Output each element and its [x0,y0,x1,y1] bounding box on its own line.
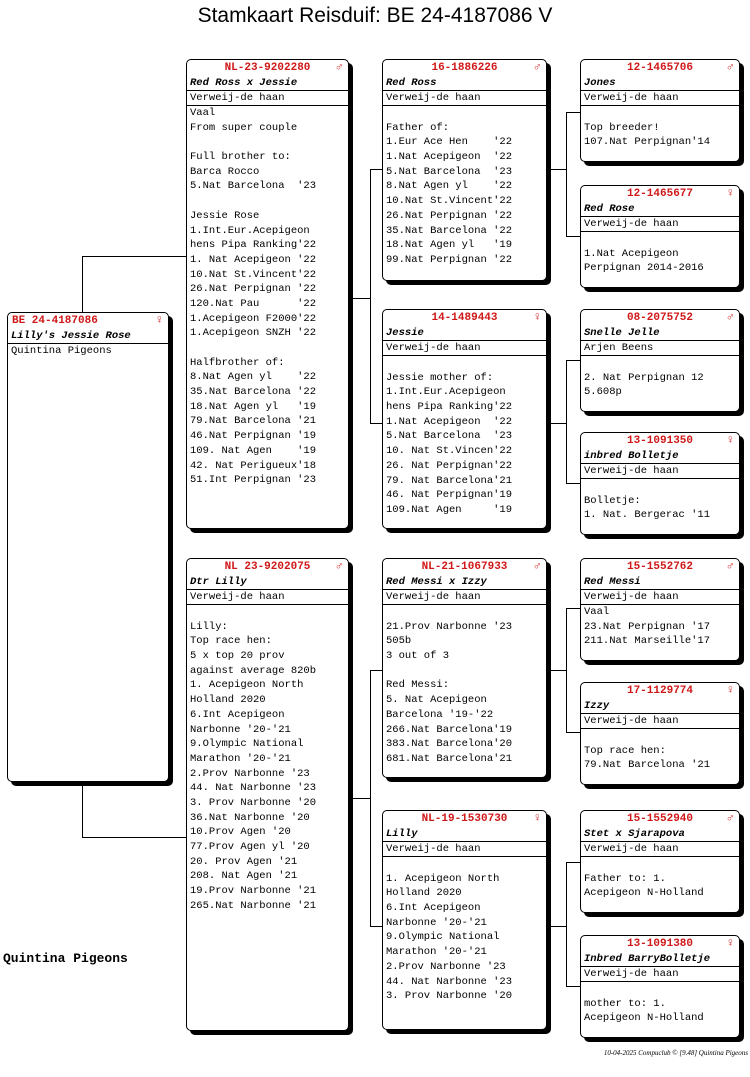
note-line: 5 x top 20 prov [190,650,285,663]
sex-symbol-icon: ♂ [533,559,541,573]
note-line: 10.Prov Agen '20 [190,826,291,839]
pedigree-notes [581,356,739,400]
note-line: Top breeder! [584,121,660,134]
ring-number [581,811,739,827]
note-line: 46.Nat Perpignan '19 [190,430,317,443]
note-line: 107.Nat Perpignan'14 [584,136,711,149]
connector-line [566,483,581,484]
pigeon-name: Stet x Sjarapova [581,827,739,842]
connector-line [82,782,83,838]
sex-symbol-icon: ♂ [533,60,541,74]
sex-symbol-icon: ♂ [335,60,343,74]
note-line [386,605,543,620]
pedigree-card-sdd [580,432,740,535]
note-line: 1. Acepigeon North [386,872,500,885]
note-line [584,356,736,371]
ring-number [581,433,739,449]
ring-number-text: BE 24-4187086 [12,315,98,328]
pedigree-notes [581,106,739,150]
pigeon-name: Red Ross [383,76,546,91]
note-line: Vaal [584,606,610,618]
note-line: 1. Acepigeon North [190,679,304,692]
ring-number [581,936,739,952]
sex-symbol-icon: ♀ [533,811,541,825]
ring-number [383,811,546,827]
note-line: 26. Nat Perpignan'22 [386,459,513,472]
note-line: 18.Nat Agen yl '19 [386,239,513,252]
note-line [386,664,543,679]
ring-number-text: 16-1886226 [431,62,498,75]
pigeon-name: Jones [581,76,739,91]
note-line: 120.Nat Pau '22 [190,297,317,310]
pedigree-notes [581,857,739,901]
note-line: Vaal [190,107,216,119]
pigeon-name: Red Messi x Izzy [383,575,546,590]
note-line: Red Messi: [386,679,450,692]
connector-line [566,112,581,113]
note-line: 77.Prov Agen yl '20 [190,841,310,853]
connector-line [370,670,371,927]
ring-number [8,313,168,329]
connector-line [566,732,581,733]
note-line: 26.Nat Perpignan '22 [190,283,317,296]
ring-number-text: 17-1129774 [626,685,693,698]
ring-number [581,186,739,202]
note-line: 1.Nat Acepigeon '22 [386,151,513,164]
connector-line [566,608,567,733]
note-line: Jessie mother of: [386,371,494,384]
connector-line [547,169,567,170]
footer-credit: 10-04-2025 Compuclub © [9.48] Quintina Pigeons [603,1049,748,1057]
note-line [584,729,736,744]
note-line [584,232,736,247]
note-line: 109. Nat Agen '19 [190,444,317,457]
ring-number [383,310,546,326]
owner-name: Verweij-de haan [581,590,739,605]
note-line: Holland 2020 [386,887,462,900]
note-line: 21.Prov Narbonne '23 [386,620,513,633]
note-line [190,605,345,620]
note-line: 1.Int.Eur.Acepigeon [386,386,506,399]
note-line: Narbonne '20-'21 [386,916,487,929]
note-line: Acepigeon N-Holland [584,887,704,900]
connector-line [566,862,581,863]
note-line [584,982,736,997]
note-line: against average 820b [190,664,317,677]
pigeon-name: Lilly's Jessie Rose [8,329,168,344]
page-title: Stamkaart Reisduif: BE 24-4187086 V [197,4,553,27]
note-line: Jessie Rose [190,209,260,222]
pedigree-card-sds [580,309,740,412]
note-line: Lilly: [190,620,228,633]
owner-name: Verweij-de haan [187,590,348,605]
note-line: From super couple [190,121,298,134]
pedigree-notes [581,982,739,1026]
pedigree-notes [581,479,739,523]
ring-number-text: NL-19-1530730 [421,813,508,826]
note-line: 681.Nat Barcelona'21 [386,752,513,765]
connector-line [82,256,83,312]
pedigree-card-dds [580,810,740,913]
connector-line [566,112,567,237]
note-line: 23.Nat Perpignan '17 [584,620,711,633]
note-line: 10.Nat St.Vincent'22 [386,195,513,208]
connector-line [566,862,567,987]
note-line: 79.Nat Barcelona '21 [584,759,711,772]
note-line: 10. Nat St.Vincen'22 [386,445,513,458]
owner-name: Verweij-de haan [383,590,546,605]
note-line [386,356,543,371]
pedigree-notes [383,857,546,1004]
owner-name: Verweij-de haan [581,967,739,982]
pedigree-card-ddd [580,935,740,1038]
note-line: 1.Nat Acepigeon '22 [386,415,513,428]
note-line: 2.Prov Narbonne '23 [190,767,310,780]
pigeon-name: Snelle Jelle [581,326,739,341]
sex-symbol-icon: ♂ [726,559,734,573]
note-line: 1.Acepigeon F2000'22 [190,312,317,325]
note-line: 51.Int Perpignan '23 [190,474,317,487]
note-line: 3. Prov Narbonne '20 [190,796,317,809]
pigeon-name: Izzy [581,699,739,714]
ring-number-text: 12-1465706 [626,62,693,75]
note-line: 2.Prov Narbonne '23 [386,960,506,973]
ring-number-text: 13-1091380 [626,938,693,951]
owner-name: Verweij-de haan [187,91,348,106]
note-line: 6.Int Acepigeon [190,708,285,721]
connector-line [547,926,567,927]
note-line: Halfbrother of: [190,356,285,369]
note-line: hens Pipa Ranking'22 [386,401,513,414]
ring-number-text: 13-1091350 [626,435,693,448]
note-line: 46. Nat Perpignan'19 [386,489,513,502]
owner-name: Verweij-de haan [581,714,739,729]
note-line: 35.Nat Barcelona '22 [190,386,317,399]
note-line: Full brother to: [190,151,291,164]
note-line: 1. Nat. Bergerac '11 [584,509,711,522]
owner-name: Verweij-de haan [383,341,546,356]
note-line: 211.Nat Marseille'17 [584,635,711,648]
note-line: 35.Nat Barcelona '22 [386,224,513,237]
sex-symbol-icon: ♂ [726,310,734,324]
note-line: 8.Nat Agen yl '22 [190,371,317,384]
note-line: 5.Nat Barcelona '23 [190,180,317,193]
note-line: 10.Nat St.Vincent'22 [190,268,317,281]
note-line: 99.Nat Perpignan '22 [386,253,513,266]
breeder-name: Quintina Pigeons [3,951,128,966]
ring-number [383,559,546,575]
note-line [386,857,543,872]
pedigree-card-sire-dam [382,309,547,529]
pigeon-name: Inbred BarryBolletje [581,952,739,967]
note-line [584,106,736,121]
note-line: 383.Nat Barcelona'20 [386,738,513,751]
ring-number [581,60,739,76]
ring-number [581,683,739,699]
pedigree-notes [187,605,348,913]
note-line: 26.Nat Perpignan '22 [386,209,513,222]
connector-line [547,670,567,671]
sex-symbol-icon: ♀ [726,936,734,950]
ring-number [581,559,739,575]
note-line: 9.Olympic National [190,738,304,751]
note-line: Marathon '20-'21 [190,752,291,765]
note-line: Bolletje: [584,494,641,507]
connector-line [566,608,581,609]
owner-name: Quintina Pigeons [11,345,112,357]
note-line: 44. Nat Narbonne '23 [190,782,317,795]
connector-line [349,298,371,299]
note-line: 44. Nat Narbonne '23 [386,975,513,988]
connector-line [547,423,567,424]
note-line: 8.Nat Agen yl '22 [386,180,513,193]
note-line: Perpignan 2014-2016 [584,262,704,275]
note-line: 1.Int.Eur.Acepigeon [190,224,310,237]
pedigree-card-sire-sire [382,59,547,281]
ring-number-text: 14-1489443 [431,312,498,325]
note-line: 1.Eur Ace Hen '22 [386,136,513,149]
connector-line [82,256,187,257]
note-line: Barcelona '19-'22 [386,708,494,721]
note-line: 3. Prov Narbonne '20 [386,990,513,1003]
pedigree-notes [383,356,546,518]
ring-number [581,310,739,326]
ring-number [187,60,348,76]
note-line: 5.608p [584,386,622,399]
pedigree-card-sss [580,59,740,162]
note-line: 20. Prov Agen '21 [190,855,298,868]
note-line [190,135,345,150]
note-line: 42. Nat Perigueux'18 [190,459,317,472]
note-line [190,194,345,209]
owner-name: Verweij-de haan [581,217,739,232]
note-line: Marathon '20-'21 [386,946,487,959]
note-line: 9.Olympic National [386,931,500,944]
note-line: Acepigeon N-Holland [584,1012,704,1025]
pedigree-notes [581,605,739,649]
owner-name: Verweij-de haan [383,842,546,857]
ring-number-text: 08-2075752 [626,312,693,325]
pedigree-notes [187,106,348,488]
pedigree-card-subject [7,312,169,782]
pigeon-name: Red Messi [581,575,739,590]
owner-name: Verweij-de haan [581,91,739,106]
sex-symbol-icon: ♂ [335,559,343,573]
note-line: 5.Nat Barcelona '23 [386,430,513,443]
sex-symbol-icon: ♀ [726,433,734,447]
sex-symbol-icon: ♀ [726,683,734,697]
connector-line [566,360,581,361]
pigeon-name: Red Ross x Jessie [187,76,348,91]
note-line: 1.Nat Acepigeon [584,247,679,260]
note-line [584,857,736,872]
note-line: Father of: [386,121,450,134]
note-line [190,341,345,356]
sex-symbol-icon: ♂ [726,60,734,74]
pedigree-card-sire [186,59,349,529]
pedigree-card-dsd [580,682,740,785]
ring-number [383,60,546,76]
note-line: 18.Nat Agen yl '19 [190,400,317,413]
pedigree-card-dam-dam [382,810,547,1030]
note-line [386,106,543,121]
ring-number-text: NL 23-9202075 [224,561,311,574]
note-line: 5. Nat Acepigeon [386,694,487,707]
note-line: Narbonne '20-'21 [190,723,291,736]
note-line [584,479,736,494]
note-line: 5.Nat Barcelona '23 [386,165,513,178]
pigeon-name: Jessie [383,326,546,341]
note-line: hens Pipa Ranking'22 [190,239,317,252]
connector-line [566,236,581,237]
pedigree-notes [581,729,739,773]
pigeon-name: inbred Bolletje [581,449,739,464]
connector-line [349,798,371,799]
note-line: Barca Rocco [190,165,260,178]
ring-number-text: 15-1552940 [626,813,693,826]
ring-number-text: 12-1465677 [626,188,693,201]
owner-name: Verweij-de haan [581,464,739,479]
ring-number-text: 15-1552762 [626,561,693,574]
pedigree-card-dss [580,558,740,661]
note-line: Top race hen: [190,635,272,648]
note-line: 1.Acepigeon SNZH '22 [190,327,317,340]
ring-number-text: NL-23-9202280 [224,62,311,75]
owner-name: Verweij-de haan [383,91,546,106]
pedigree-notes [581,232,739,276]
pigeon-name: Red Rose [581,202,739,217]
note-line: 3 out of 3 [386,650,450,663]
connector-line [370,169,371,424]
note-line: 505b [386,635,412,648]
connector-line [82,837,187,838]
note-line: 79. Nat Barcelona'21 [386,474,513,487]
sex-symbol-icon: ♂ [726,811,734,825]
pedigree-card-ssd [580,185,740,288]
note-line: Father to: 1. [584,872,666,885]
sex-symbol-icon: ♀ [726,186,734,200]
owner-name: Verweij-de haan [581,842,739,857]
note-line: 1. Nat Acepigeon '22 [190,253,317,266]
owner-name: Arjen Beens [581,341,739,356]
note-line: 19.Prov Narbonne '21 [190,885,317,898]
note-line: 6.Int Acepigeon [386,902,481,915]
pedigree-card-dam [186,558,349,1031]
note-line: Top race hen: [584,744,666,757]
note-line: 208. Nat Agen '21 [190,870,298,883]
note-line: 79.Nat Barcelona '21 [190,415,317,428]
note-line: 265.Nat Narbonne '21 [190,899,317,912]
pigeon-name: Dtr Lilly [187,575,348,590]
note-line: 266.Nat Barcelona'19 [386,723,513,736]
pedigree-card-dam-sire [382,558,547,778]
pigeon-name: Lilly [383,827,546,842]
note-line: mother to: 1. [584,997,666,1010]
ring-number-text: NL-21-1067933 [421,561,508,574]
pedigree-notes [383,605,546,767]
sex-symbol-icon: ♀ [533,310,541,324]
sex-symbol-icon: ♀ [155,313,163,327]
note-line: 36.Nat Narbonne '20 [190,811,310,824]
note-line: 2. Nat Perpignan 12 [584,371,704,384]
note-line: Holland 2020 [190,694,266,707]
connector-line [566,360,567,484]
pedigree-notes [383,106,546,268]
ring-number [187,559,348,575]
connector-line [566,986,581,987]
note-line: 109.Nat Agen '19 [386,503,513,516]
